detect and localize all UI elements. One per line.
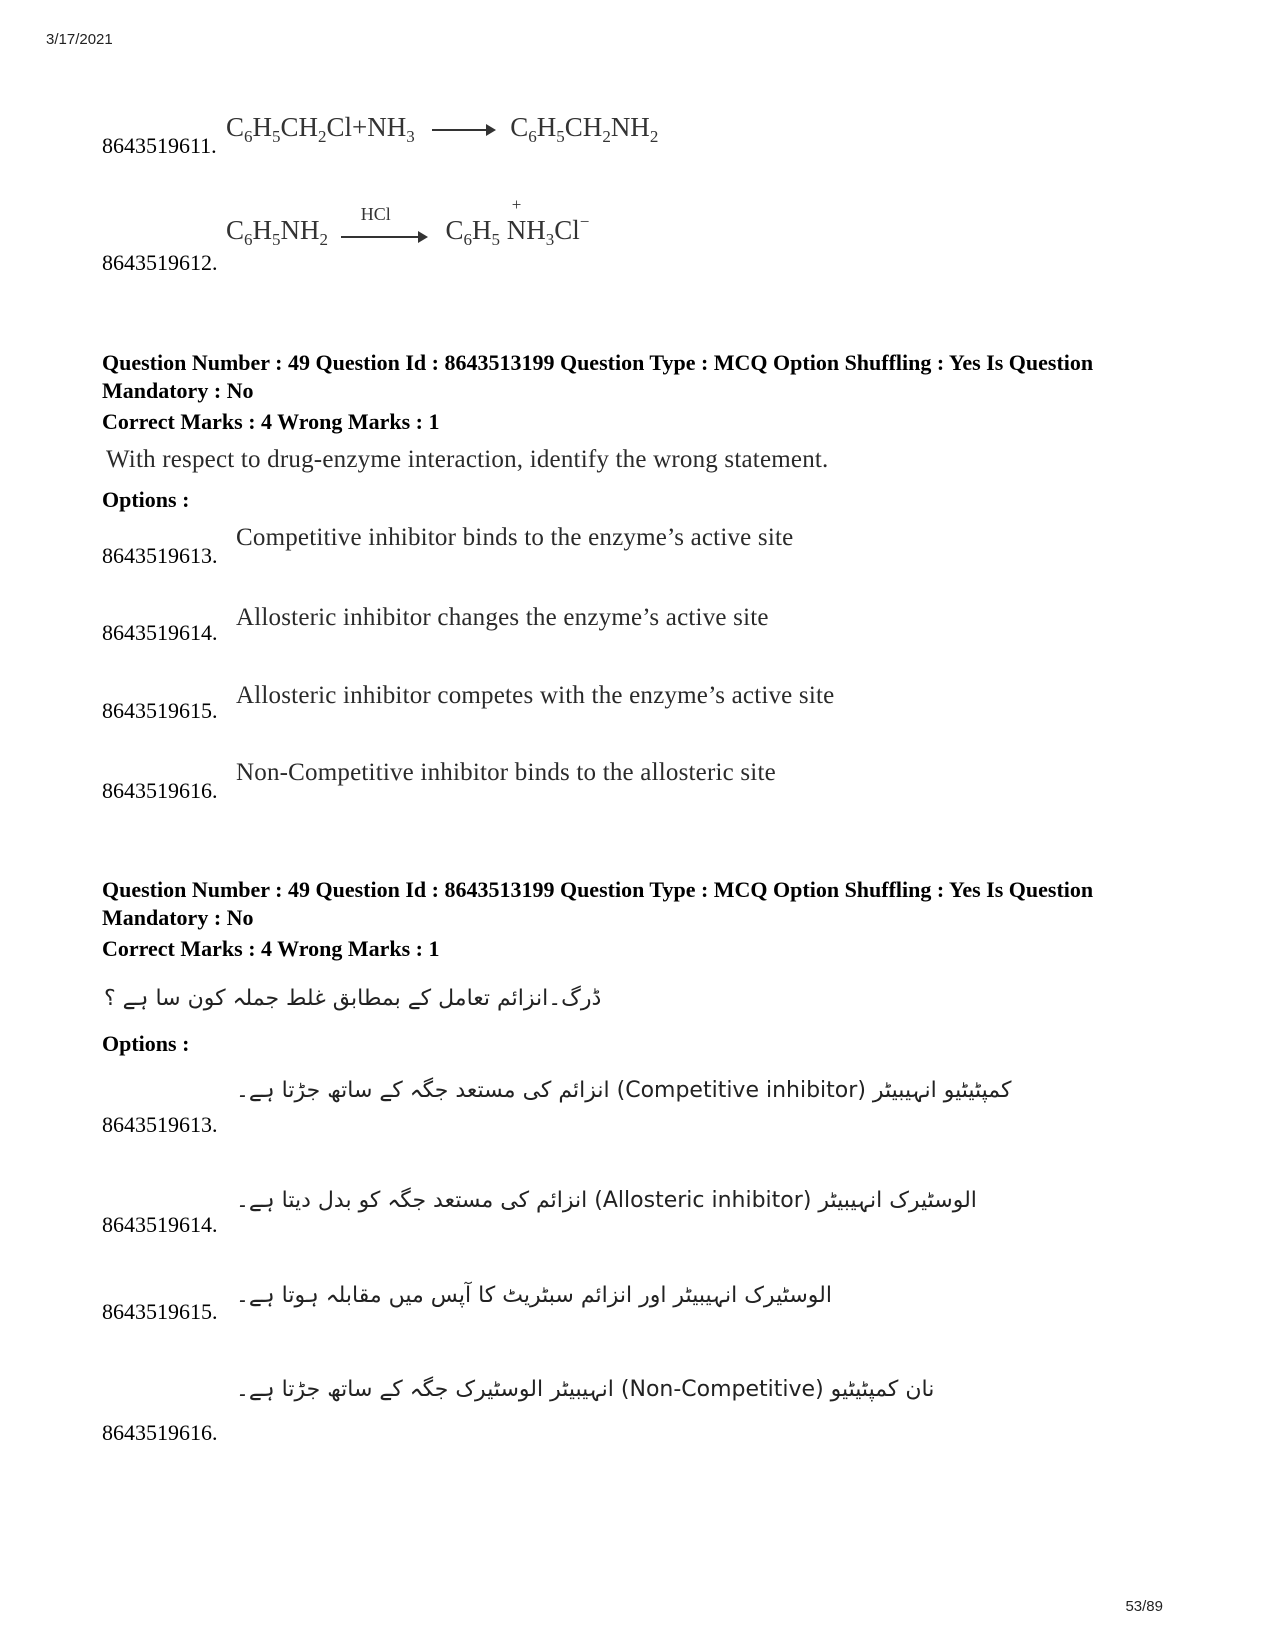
option-id: 8643519616.	[102, 778, 218, 803]
option-text-urdu: کمپٹیٹیو انہیبیٹر (Competitive inhibitor) انزائم کی مستعد جگہ کے ساتھ جڑتا ہے۔	[236, 1078, 1012, 1103]
option-id: 8643519613.	[102, 1112, 218, 1137]
option-text-urdu: نان کمپٹیٹیو (Non-Competitive) انہیبیٹر الوسٹیرک جگہ کے ساتھ جڑتا ہے۔	[236, 1377, 935, 1402]
question-text-urdu: ڈرگ۔انزائم تعامل کے بمطابق غلط جملہ کون سا ہے ؟	[104, 986, 602, 1011]
reaction-arrow: HCl	[341, 220, 433, 246]
print-date: 3/17/2021	[46, 31, 113, 48]
reaction-formula-2: $C_6H_5NH_2$ HCl $C_6H_5$ + $NH_3Cl^-$	[226, 195, 590, 249]
question-header: Question Number : 49 Question Id : 8643513199 Question Type : MCQ Option Shuffling : Yes Is Question Mandatory : No	[102, 350, 1094, 403]
option-id: 8643519612.	[102, 250, 218, 275]
question-text: With respect to drug-enzyme interaction, identify the wrong statement.	[106, 446, 829, 473]
option-id: 8643519614.	[102, 620, 218, 645]
option-id: 8643519611.	[102, 133, 217, 158]
question-header: Question Number : 49 Question Id : 8643513199 Question Type : MCQ Option Shuffling : Yes Is Question Mandatory : No	[102, 877, 1094, 930]
options-label: Options :	[102, 1031, 190, 1056]
page-number: 53/89	[1125, 1598, 1163, 1615]
option-id: 8643519615.	[102, 698, 218, 723]
question-marks: Correct Marks : 4 Wrong Marks : 1	[102, 936, 440, 961]
option-text-urdu: الوسٹیرک انہیبیٹر اور انزائم سبٹریٹ کا آپس میں مقابلہ ہوتا ہے۔	[236, 1283, 832, 1308]
option-id: 8643519614.	[102, 1212, 218, 1237]
option-text: Competitive inhibitor binds to the enzyme’s active site	[236, 524, 794, 551]
option-id: 8643519616.	[102, 1420, 218, 1445]
option-text: Non-Competitive inhibitor binds to the allosteric site	[236, 759, 776, 786]
question-marks: Correct Marks : 4 Wrong Marks : 1	[102, 409, 440, 434]
reaction-arrow	[432, 129, 494, 131]
option-text: Allosteric inhibitor competes with the enzyme’s active site	[236, 682, 835, 709]
option-id: 8643519615.	[102, 1299, 218, 1324]
option-id: 8643519613.	[102, 543, 218, 568]
options-label: Options :	[102, 487, 190, 512]
reaction-formula-1: $C_6H_5CH_2Cl+NH_3$ $C_6H_5CH_2NH_2$	[226, 112, 659, 146]
option-text: Allosteric inhibitor changes the enzyme’s active site	[236, 604, 769, 631]
option-text-urdu: الوسٹیرک انہیبیٹر (Allosteric inhibitor) انزائم کی مستعد جگہ کو بدل دیتا ہے۔	[236, 1188, 977, 1213]
